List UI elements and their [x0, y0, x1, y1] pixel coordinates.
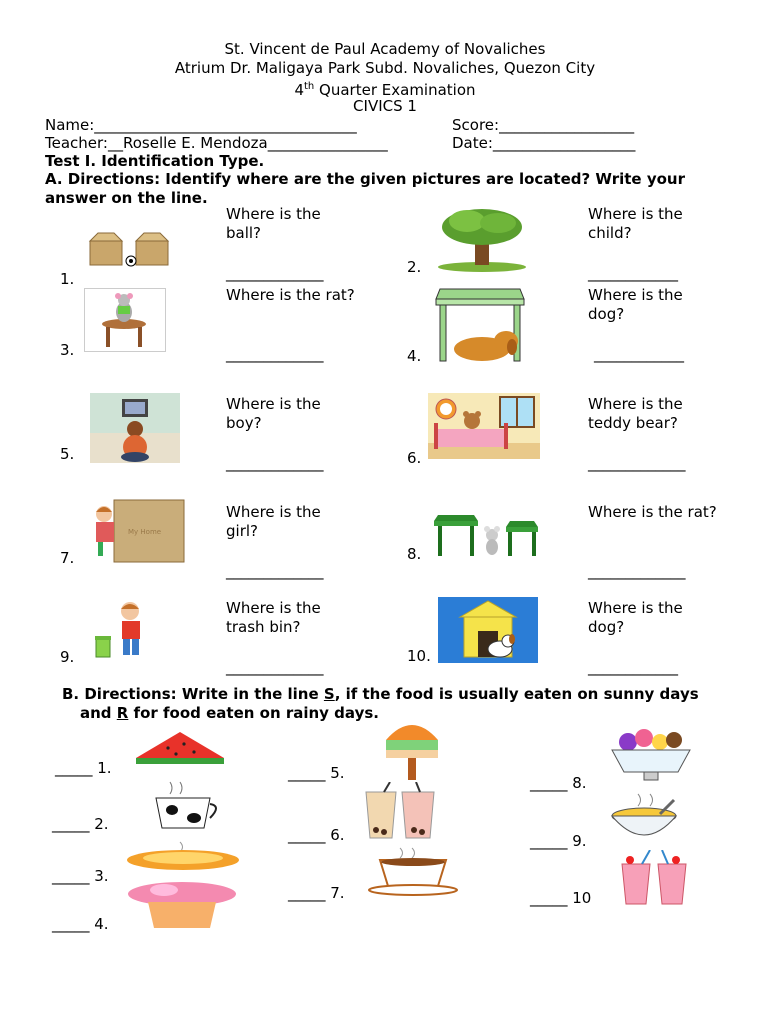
food-answer-blank[interactable]: _____ 5. — [288, 764, 345, 782]
question-text: Where is the child? — [588, 205, 683, 242]
food-answer-blank[interactable]: _____ 2. — [52, 815, 109, 833]
question-text: Where is the boy? — [226, 395, 321, 432]
hot-soup-bowl-picture — [124, 840, 242, 876]
question-text: Where is the dog? — [588, 599, 683, 636]
answer-blank[interactable]: _____________ — [588, 562, 686, 580]
boy-trash-bin-picture — [92, 599, 154, 661]
door-sign: My Home — [128, 528, 162, 536]
question-text: Where is the dog? — [588, 286, 683, 323]
soup-bowl-picture — [608, 792, 680, 848]
question-text: Where is the girl? — [226, 503, 321, 540]
answer-blank[interactable]: ____________ — [594, 345, 684, 363]
item-number: 7. — [60, 549, 75, 567]
food-answer-blank[interactable]: _____ 7. — [288, 884, 345, 902]
coffee-cup-picture — [366, 846, 464, 896]
directions-b — [62, 685, 699, 704]
school-name: St. Vincent de Paul Academy of Novaliches — [224, 40, 546, 58]
item-number: 4. — [407, 347, 422, 365]
teacher-value: __Roselle E. Mendoza________________ — [107, 134, 388, 152]
exam-quarter — [0, 78, 770, 99]
tree-picture — [432, 205, 532, 273]
directions-b-and: and — [80, 704, 117, 722]
food-answer-blank[interactable]: _____ 9. — [530, 832, 587, 850]
item-number: 8. — [407, 545, 422, 563]
test-title: Test I. Identification Type. — [45, 152, 265, 170]
rat-on-chair-picture — [84, 288, 166, 352]
quarter-number: 4 — [294, 81, 305, 99]
item-number: 9. — [60, 648, 75, 666]
name-field[interactable]: Name:___________________________________ — [45, 116, 357, 134]
quarter-text: Quarter Examination — [314, 81, 476, 99]
popsicle-picture — [380, 720, 444, 782]
answer-blank[interactable]: _____________ — [226, 454, 324, 472]
quarter-suffix: th — [304, 81, 315, 92]
directions-b-end: for food eaten on rainy days. — [128, 704, 379, 722]
answer-blank[interactable]: ____________ — [588, 264, 678, 282]
shakes-picture — [616, 850, 694, 906]
food-answer-blank[interactable]: _____ 1. — [55, 759, 112, 777]
dog-doghouse-picture — [438, 597, 538, 663]
watermelon-picture — [132, 728, 228, 768]
food-answer-blank[interactable]: _____ 6. — [288, 826, 345, 844]
answer-blank[interactable]: _____________ — [226, 345, 324, 363]
directions-a: A. Directions: Identify where are the given pictures are located? Write your answer on the line. — [45, 170, 685, 207]
question-text: Where is the ball? — [226, 205, 321, 242]
item-number: 6. — [407, 449, 422, 467]
rainy-letter: R — [116, 704, 129, 722]
boxes-ball-picture — [86, 229, 176, 269]
teacher-label: Teacher: — [45, 134, 108, 152]
teacher-field — [45, 134, 388, 152]
question-text: Where is the trash bin? — [226, 599, 321, 636]
answer-blank[interactable]: _____________ — [226, 658, 324, 676]
girl-behind-door-picture — [82, 498, 186, 564]
directions-b-mid: , if the food is usually eaten on sunny days — [334, 685, 699, 703]
question-text: Where is the rat? — [226, 286, 355, 304]
rat-between-tables-picture — [430, 513, 540, 559]
halo-halo-picture — [604, 726, 698, 784]
answer-blank[interactable]: ____________ — [588, 658, 678, 676]
item-number: 5. — [60, 445, 75, 463]
item-number: 10. — [407, 647, 431, 665]
teddy-bear-bedroom-picture — [428, 393, 540, 459]
food-answer-blank[interactable]: _____ 8. — [530, 774, 587, 792]
score-field[interactable]: Score:__________________ — [452, 116, 635, 134]
ice-cream-cup-picture — [124, 880, 240, 930]
subject-title: CIVICS 1 — [353, 97, 417, 115]
item-number: 3. — [60, 341, 75, 359]
directions-b-prefix: B. Directions: Write in the line — [62, 685, 324, 703]
food-answer-blank[interactable]: _____ 10 — [530, 889, 592, 907]
answer-blank[interactable]: _____________ — [226, 264, 324, 282]
item-number: 1. — [60, 270, 75, 288]
sunny-letter: S — [323, 685, 335, 703]
school-address: Atrium Dr. Maligaya Park Subd. Novaliches, Quezon City — [174, 59, 596, 77]
boy-watching-tv-picture — [90, 393, 180, 463]
directions-b-line2 — [80, 704, 379, 723]
question-text: Where is the teddy bear? — [588, 395, 683, 432]
hot-drink-cup-picture — [146, 780, 228, 832]
question-text: Where is the rat? — [588, 503, 717, 521]
item-number: 2. — [407, 258, 422, 276]
food-answer-blank[interactable]: _____ 4. — [52, 915, 109, 933]
dog-under-table-picture — [430, 285, 530, 365]
answer-blank[interactable]: _____________ — [588, 454, 686, 472]
milk-tea-picture — [362, 782, 440, 842]
food-answer-blank[interactable]: _____ 3. — [52, 867, 109, 885]
date-field[interactable]: Date:___________________ — [452, 134, 636, 152]
answer-blank[interactable]: _____________ — [226, 562, 324, 580]
